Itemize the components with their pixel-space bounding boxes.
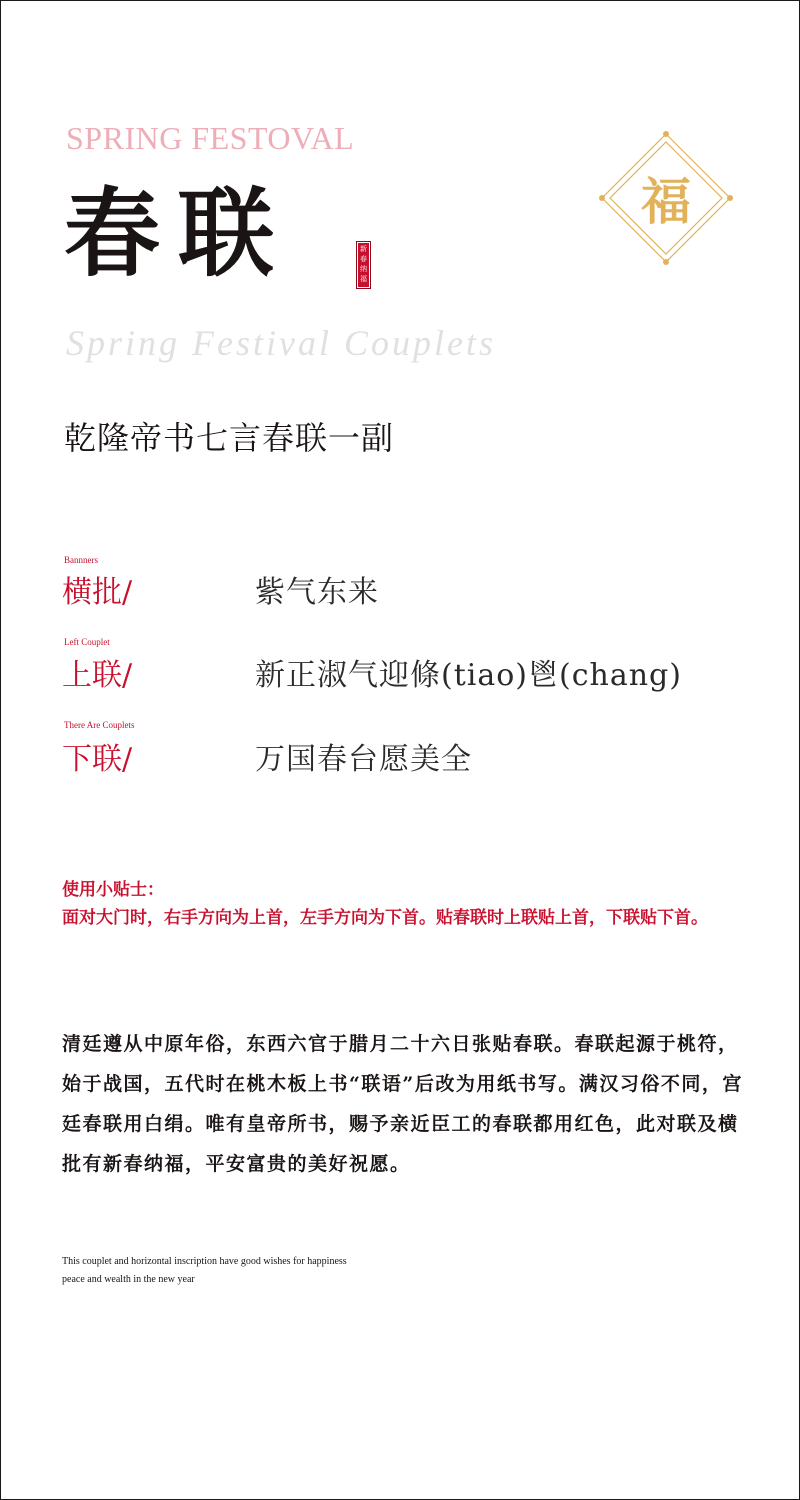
english-title: SPRING FESTOVAL xyxy=(66,120,355,156)
right-couplet-en-label: There Are Couplets xyxy=(64,720,135,730)
footnote-line-1: This couplet and horizontal inscription have good wishes for happiness xyxy=(62,1256,347,1267)
seal-text: 新春纳福 xyxy=(360,245,367,283)
right-couplet-label: 下联/ xyxy=(62,742,133,777)
banner-label: 横批/ xyxy=(62,575,133,610)
banner-text: 紫气东来 xyxy=(255,575,379,610)
red-seal-stamp xyxy=(356,241,371,289)
left-couplet-text: 新正淑气迎條(tiao)鬯(chang) xyxy=(255,658,682,693)
body-paragraph: 清廷遵从中原年俗，东西六官于腊月二十六日张贴春联。春联起源于桃符，始于战国，五代时在桃木板上书“联语”后改为用纸书写。满汉习俗不同，宫廷春联用白绢。唯有皇帝所书，赐予亲近臣工的春联都用红色，此对联及横批有新春纳福，平安富贵的美好祝愿。 xyxy=(62,1033,743,1175)
poem-title: 乾隆帝书七言春联一副 xyxy=(64,419,395,457)
usage-tips xyxy=(62,876,752,932)
fu-diamond-emblem-icon xyxy=(598,130,734,266)
right-couplet-text: 万国春台愿美全 xyxy=(255,742,472,777)
tips-text: 面对大门时，右手方向为上首，左手方向为下首。贴春联时上联贴上首，下联贴下首。 xyxy=(62,908,708,928)
english-footnote xyxy=(62,1253,562,1289)
footnote-line-2: peace and wealth in the new year xyxy=(62,1274,195,1285)
banner-en-label: Bannners xyxy=(64,555,98,565)
chinese-title: 春联 xyxy=(64,177,292,290)
fu-character: 福 xyxy=(641,172,691,231)
left-couplet-label: 上联/ xyxy=(62,658,133,693)
tips-title: 使用小贴士： xyxy=(62,880,164,900)
english-subtitle: Spring Festival Couplets xyxy=(66,323,496,363)
left-couplet-en-label: Left Couplet xyxy=(64,637,110,647)
